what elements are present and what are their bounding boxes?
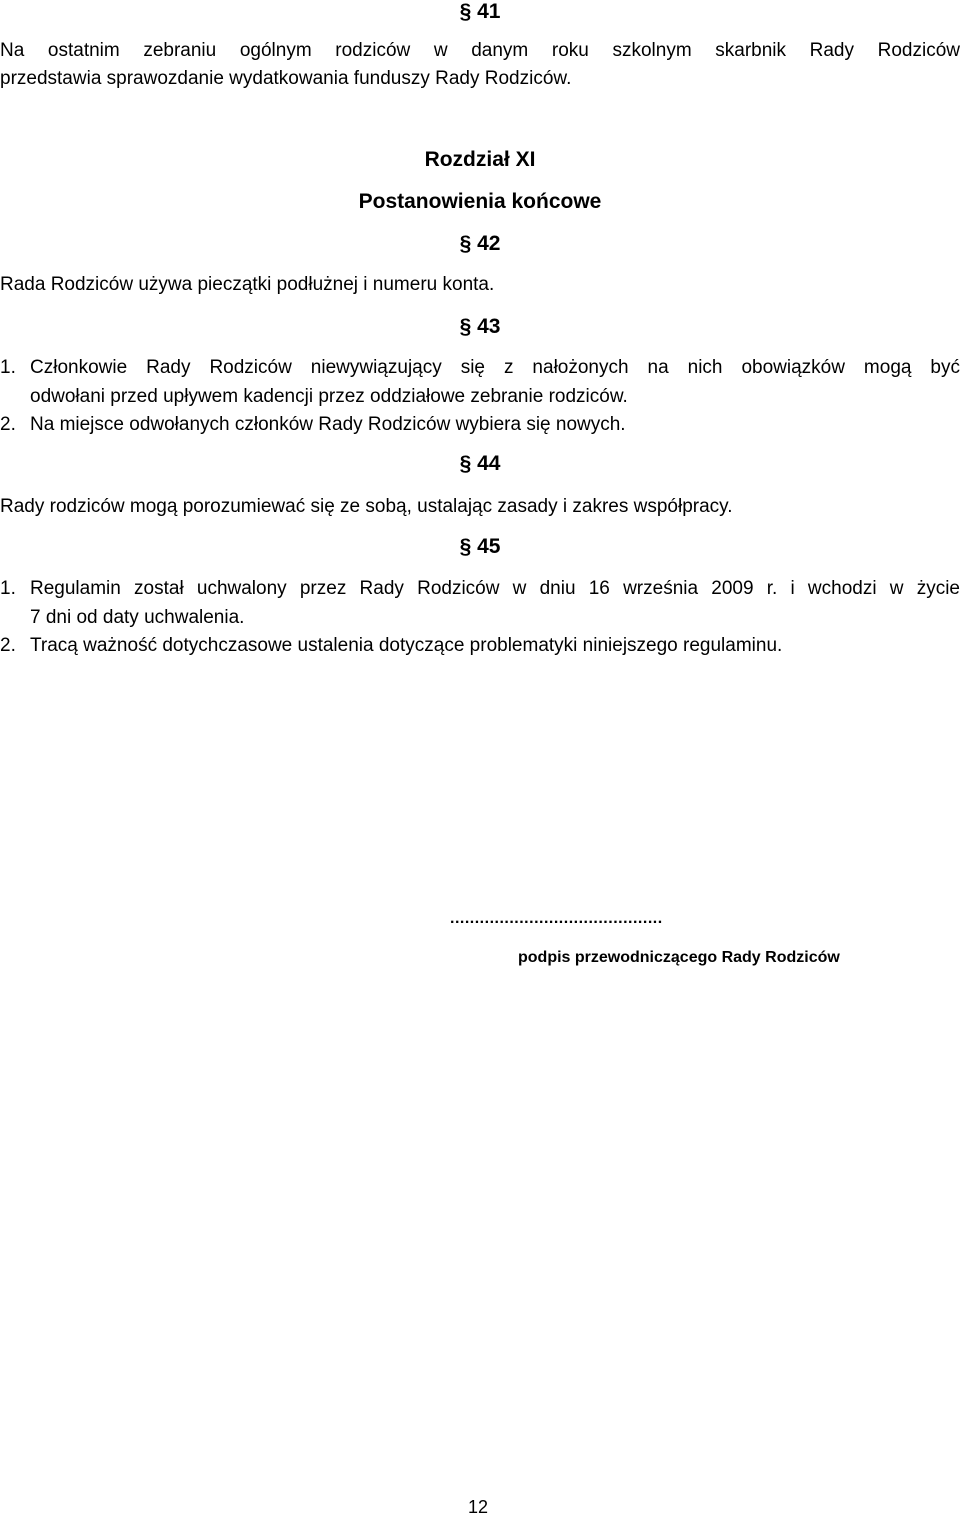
list-number: 1.: [0, 357, 16, 378]
list-text-line-2: odwołani przed upływem kadencji przez oddziałowe zebranie rodziców.: [30, 386, 628, 407]
section-43-item-1-continuation: [0, 383, 960, 410]
section-41-line-2: przedstawia sprawozdanie wydatkowania funduszy Rady Rodziców.: [0, 68, 572, 89]
section-43-item-2: [0, 411, 960, 438]
section-43-heading: § 43: [459, 315, 501, 338]
list-text: Na miejsce odwołanych członków Rady Rodziców wybiera się nowych.: [30, 414, 626, 435]
section-45-item-2: [0, 632, 960, 659]
signature-caption: podpis przewodniczącego Rady Rodziców: [518, 949, 840, 966]
section-45-item-1-continuation: [0, 604, 960, 631]
list-text: Tracą ważność dotychczasowe ustalenia dotyczące problematyki niniejszego regulaminu.: [30, 635, 783, 656]
list-text-line-1: Regulamin został uchwalony przez Rady Rodziców w dniu 16 września 2009 r. i wchodzi w życie: [30, 578, 960, 599]
chapter-title: Rozdział XI: [424, 148, 536, 171]
list-number: 2.: [0, 635, 16, 656]
list-number: 2.: [0, 414, 16, 435]
section-44-heading: § 44: [459, 452, 501, 475]
list-text-line-1: Członkowie Rady Rodziców niewywiązujący się z nałożonych na nich obowiązków mogą być: [30, 357, 960, 378]
section-41-line-1: Na ostatnim zebraniu ogólnym rodziców w danym roku szkolnym skarbnik Rady Rodziców: [0, 40, 960, 61]
signature-line: ...........................................: [450, 910, 663, 927]
section-41-heading: § 41: [459, 0, 501, 23]
chapter-subtitle: Postanowienia końcowe: [358, 190, 602, 213]
section-45-heading: § 45: [459, 535, 501, 558]
list-text-line-2: 7 dni od daty uchwalenia.: [30, 607, 245, 628]
section-42-text: Rada Rodziców używa pieczątki podłużnej i numeru konta.: [0, 274, 495, 295]
section-45-item-1: [0, 575, 960, 602]
section-44-text: Rady rodziców mogą porozumiewać się ze sobą, ustalając zasady i zakres współpracy.: [0, 496, 733, 517]
list-number: 1.: [0, 578, 16, 599]
section-42-heading: § 42: [459, 232, 501, 255]
page-number: 12: [468, 1497, 489, 1517]
section-43-item-1: [0, 354, 960, 381]
